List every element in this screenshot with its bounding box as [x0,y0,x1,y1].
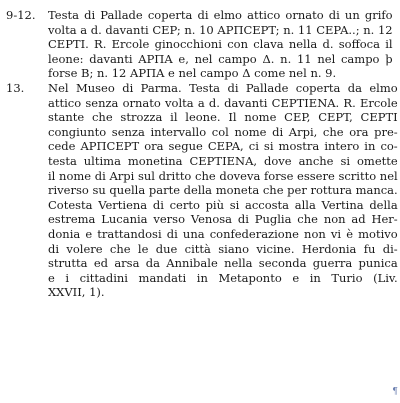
text-line: testa ultima monetina CEPTIENA, dove anche si omette [48,153,398,168]
text-line: stante che strozza il leone. Il nome CEP, CEPT, CEPTI [48,110,398,125]
text-line: attico senza ornato volta a d. davanti CEPTIENA. R. Ercole [48,95,398,110]
text-line: cede APΠCEPT ora segue CEPA, ci si mostra intero in co- [48,139,398,154]
text-line: strutta ed arsa da Annibale nella seconda guerra punica [48,256,398,271]
text-line: donia e trattandosi di una confederazione non vi è motivo [48,226,398,241]
text-line: Nel Museo di Parma. Testa di Pallade coperta da elmo [48,80,398,95]
text-line: XXVII, 1). [48,285,105,300]
text-line: di volere che le due città siano vicine. Herdonia fu di- [48,241,398,256]
entry-text [48,8,393,81]
text-line: il nome di Arpi sul dritto che doveva forse essere scritto nel [48,168,398,183]
text-line: estrema Lucania verso Venosa di Puglia che non ad Her- [48,212,398,227]
text-line: riverso su quella parte della moneta che per rottura manca. [48,183,398,198]
entry-13 [6,80,398,300]
text-line: CEPTI. R. Ercole ginocchioni con clava nella d. soffoca il [48,37,393,52]
text-line: Cotesta Vertiena di certo più si accosta alla Vertina della [48,197,398,212]
pilcrow-mark: ¶ [392,387,398,397]
entry-number: 9-12. [6,8,36,22]
entry-number: 13. [6,80,25,95]
entry-text [48,81,398,300]
text-line: e i cittadini mandati in Metaponto e in Turio (Liv. [48,270,398,285]
text-line: congiunto senza intervallo col nome di Arpi, che ora pre- [48,124,398,139]
text-line: volta a d. davanti CEP; n. 10 APΠCEPT; n. 11 CEPA..; n. 12 [48,22,393,37]
text-line: forse B; n. 12 APΠA e nel campo Δ come nel n. 9. [48,66,337,81]
text-line: leone: davanti APΠA e, nel campo Δ. n. 11 nel campo ϸ [48,51,393,66]
entry-9-12 [6,8,393,81]
text-line: Testa di Pallade coperta di elmo attico ornato di un grifo [48,8,393,22]
